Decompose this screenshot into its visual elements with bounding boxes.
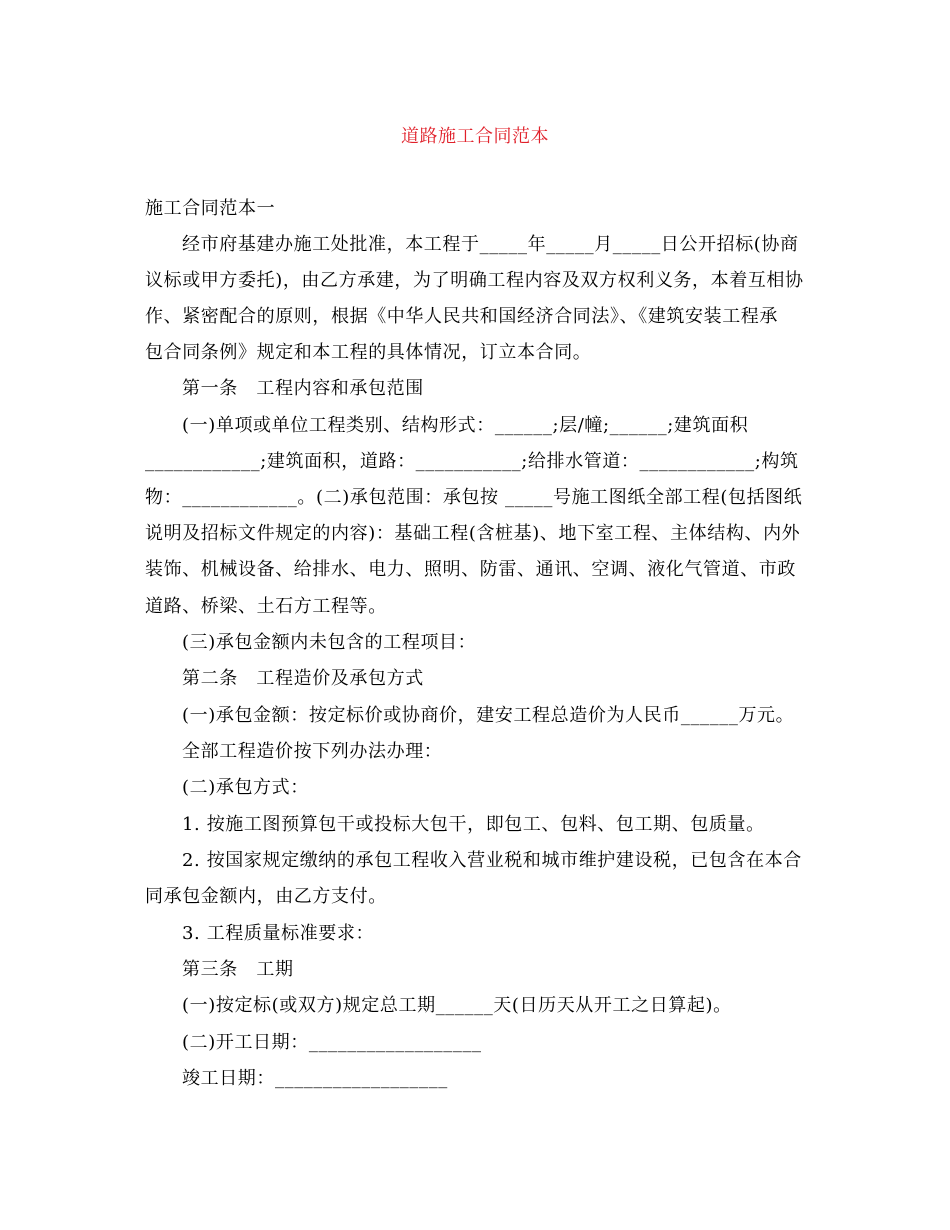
paragraph-line: (一)承包金额：按定标价或协商价，建安工程总造价为人民币______万元。 bbox=[182, 705, 795, 726]
paragraph-line: (二)承包方式： bbox=[182, 777, 309, 798]
paragraph-line: 说明及招标文件规定的内容)：基础工程(含桩基)、地下室工程、主体结构、内外 bbox=[145, 523, 801, 544]
paragraph-line: (二)开工日期：__________________ bbox=[182, 1032, 482, 1053]
paragraph-line: 经市府基建办施工处批准，本工程于_____年_____月_____日公开招标(协商 bbox=[182, 234, 799, 255]
list-item: 3. 工程质量标准要求： bbox=[182, 923, 375, 944]
paragraph-line: 竣工日期：__________________ bbox=[182, 1068, 448, 1089]
list-item: 2. 按国家规定缴纳的承包工程收入营业税和城市维护建设税，已包含在本合 bbox=[182, 850, 802, 871]
paragraph-line: 全部工程造价按下列办法办理： bbox=[182, 741, 443, 762]
paragraph-line: 议标或甲方委托)，由乙方承建，为了明确工程内容及双方权利义务，本着互相协 bbox=[145, 270, 804, 291]
paragraph-line: 作、紧密配合的原则，根据《中华人民共和国经济合同法》、《建筑安装工程承 bbox=[145, 306, 778, 327]
paragraph-line: 物：____________。(二)承包范围：承包按 _____号施工图纸全部工程(包括图纸 bbox=[145, 487, 803, 508]
paragraph-line: (一)按定标(或双方)规定总工期______天(日历天从开工之日算起)。 bbox=[182, 995, 732, 1016]
article-heading: 第二条 工程造价及承包方式 bbox=[182, 668, 424, 689]
paragraph-line: 同承包金额内，由乙方支付。 bbox=[145, 886, 387, 907]
paragraph-line: (一)单项或单位工程类别、结构形式：______;层/幢;______;建筑面积 bbox=[182, 415, 749, 436]
section-heading: 施工合同范本一 bbox=[145, 198, 276, 219]
article-heading: 第三条 工期 bbox=[182, 959, 294, 980]
document-title: 道路施工合同范本 bbox=[401, 126, 549, 147]
paragraph-line: 道路、桥梁、土石方工程等。 bbox=[145, 596, 387, 617]
paragraph-line: (三)承包金额内未包含的工程项目： bbox=[182, 632, 477, 653]
list-item: 1. 按施工图预算包干或投标大包干，即包工、包料、包工期、包质量。 bbox=[182, 814, 765, 835]
paragraph-line: 包合同条例》规定和本工程的具体情况，订立本合同。 bbox=[145, 342, 592, 363]
paragraph-line: 装饰、机械设备、给排水、电力、照明、防雷、通讯、空调、液化气管道、市政 bbox=[145, 559, 796, 580]
article-heading: 第一条 工程内容和承包范围 bbox=[182, 378, 424, 399]
paragraph-line: ____________;建筑面积，道路：___________;给排水管道：____________;构筑 bbox=[145, 451, 799, 472]
